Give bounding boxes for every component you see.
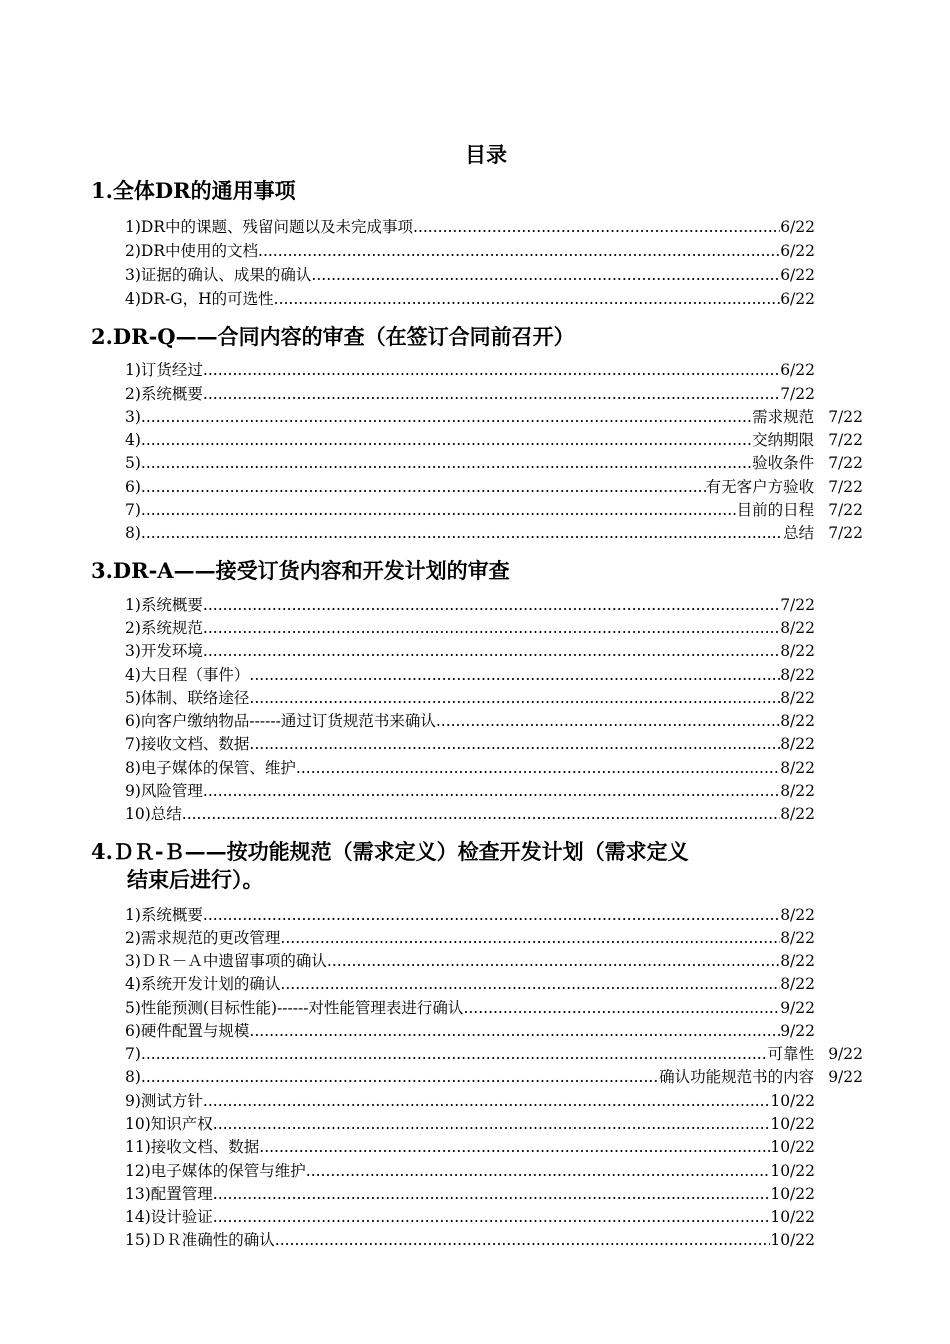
toc-entry[interactable]: 5) ..... 验收条件 7/22 xyxy=(125,452,863,475)
toc-entry[interactable]: 9)风险管理 ..... 8/22 xyxy=(125,780,815,803)
toc-entry[interactable]: 8)电子媒体的保管、维护 ..... 8/22 xyxy=(125,757,815,780)
toc-entry[interactable]: 7)接收文档、数据 ..... 8/22 xyxy=(125,733,815,756)
toc-entry[interactable]: 8) ..... 总结 7/22 xyxy=(125,522,863,545)
toc-entry[interactable]: 12)电子媒体的保管与维护 ..... 10/22 xyxy=(125,1160,815,1183)
toc-entry[interactable]: 1)系统概要 ..... 7/22 xyxy=(125,594,815,617)
section-heading-2: 2.DR-Q——合同内容的审查（在签订合同前召开） xyxy=(91,324,575,349)
toc-entry[interactable]: 5)体制、联络途径 ..... 8/22 xyxy=(125,687,815,710)
section-heading-1: 1.全体DR的通用事项 xyxy=(91,178,296,203)
toc-entry[interactable]: 13)配置管理 ..... 10/22 xyxy=(125,1183,815,1206)
toc-entry[interactable]: 5)性能预测(目标性能)------对性能管理表进行确认 ..... 9/22 xyxy=(125,997,815,1020)
toc-entry[interactable]: 1)订货经过 ..... 6/22 xyxy=(125,359,815,382)
toc-entry[interactable]: 2)系统规范 ..... 8/22 xyxy=(125,617,815,640)
toc-entry[interactable]: 8) ..... 确认功能规范书的内容 9/22 xyxy=(125,1066,863,1089)
section-heading-3: 3.DR-A——接受订货内容和开发计划的审查 xyxy=(91,558,510,583)
toc-entry[interactable]: 1)DR中的课题、残留问题以及未完成事项 ..... 6/22 xyxy=(125,216,815,239)
toc-entry[interactable]: 6) ..... 有无客户方验收 7/22 xyxy=(125,476,863,499)
section-heading-4: 4.ＤＲ-Ｂ——按功能规范（需求定义）检查开发计划（需求定义 结束后进行）。 xyxy=(91,839,689,892)
toc-entry[interactable]: 3)开发环境 ..... 8/22 xyxy=(125,640,815,663)
toc-title: 目录 xyxy=(465,142,507,167)
toc-entry[interactable]: 1)系统概要 ..... 8/22 xyxy=(125,904,815,927)
toc-entry[interactable]: 14)设计验证 ..... 10/22 xyxy=(125,1206,815,1229)
toc-entry[interactable]: 4) ..... 交纳期限 7/22 xyxy=(125,429,863,452)
toc-entry[interactable]: 7) ..... 可靠性 9/22 xyxy=(125,1043,863,1066)
toc-entry[interactable]: 10)知识产权 ..... 10/22 xyxy=(125,1113,815,1136)
toc-entry[interactable]: 2)系统概要 ..... 7/22 xyxy=(125,383,815,406)
toc-entry[interactable]: 15)ＤＲ准确性的确认 ..... 10/22 xyxy=(125,1229,815,1252)
toc-entry[interactable]: 4)系统开发计划的确认 ..... 8/22 xyxy=(125,973,815,996)
toc-entry[interactable]: 4)DR-G，H的可选性 ..... 6/22 xyxy=(125,288,815,311)
toc-entry[interactable]: 11)接收文档、数据 ..... 10/22 xyxy=(125,1136,815,1159)
toc-entry[interactable]: 2)DR中使用的文档 ..... 6/22 xyxy=(125,240,815,263)
toc-entry[interactable]: 6)向客户缴纳物品------通过订货规范书来确认 ..... 8/22 xyxy=(125,710,815,733)
toc-entry[interactable]: 3) ..... 需求规范 7/22 xyxy=(125,406,863,429)
toc-entry[interactable]: 9)测试方针 ..... 10/22 xyxy=(125,1090,815,1113)
toc-entry[interactable]: 7) ..... 目前的日程 7/22 xyxy=(125,499,863,522)
toc-entry[interactable]: 2)需求规范的更改管理 ..... 8/22 xyxy=(125,927,815,950)
toc-entry[interactable]: 4)大日程（事件） ..... 8/22 xyxy=(125,664,815,687)
toc-entry[interactable]: 3)ＤＲ－Ａ中遗留事项的确认 ..... 8/22 xyxy=(125,950,815,973)
toc-entry[interactable]: 3)证据的确认、成果的确认 ..... 6/22 xyxy=(125,264,815,287)
toc-entry[interactable]: 6)硬件配置与规模 ..... 9/22 xyxy=(125,1020,815,1043)
toc-entry[interactable]: 10)总结 ..... 8/22 xyxy=(125,803,815,826)
